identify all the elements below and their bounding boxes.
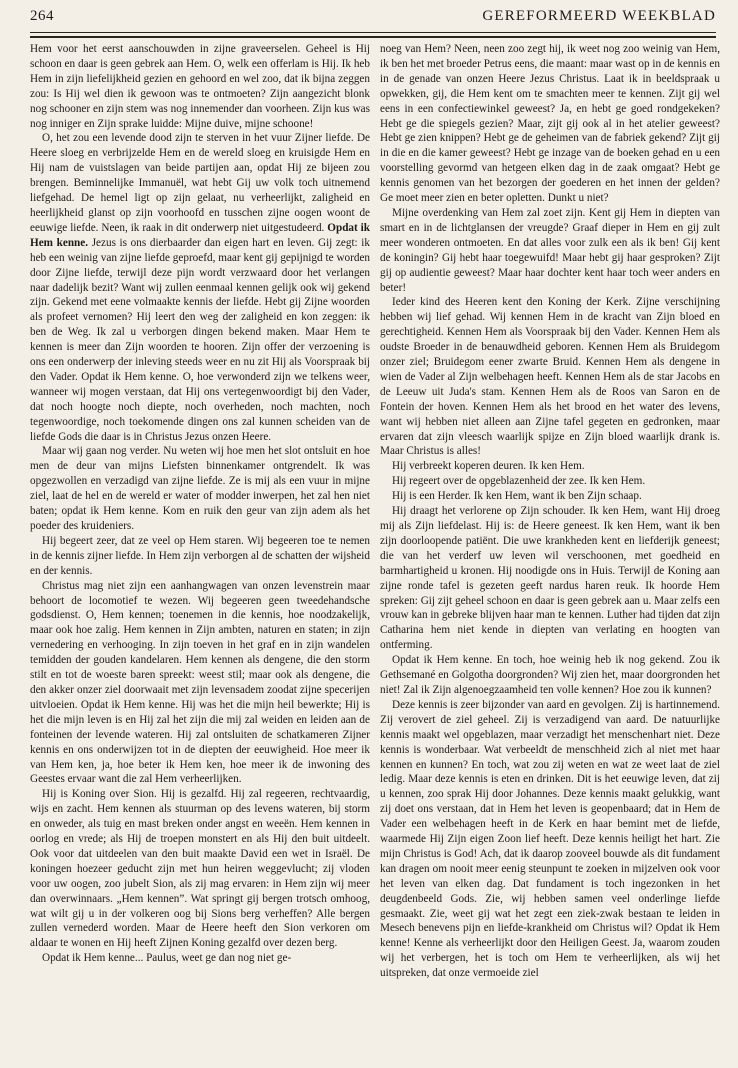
paragraph: noeg van Hem? Neen, neen zoo zegt hij, ik weet nog zoo weinig van Hem, ik ben het met broeder Petrus eens, die maant: maar wast op in de kennis en in de genade van onzen Heere Jezus Christus. Laat ik in beeldspraak u opwekken, gij, die Hem kent om te smachten meer te kennen. Zijt gij wel eens in een confectiewinkel geweest? Ja, en hebt ge goed rondgekeken? Hebt ge die spiegels gezien? Maar, zijt gij ook al in het atelier geweest? Hebt ge zien knippen? Hebt ge de geheimen van de fabriek gekend? Zijt gij in die en die kamer geweest? Hebt ge inzage van de boeken gehad en u een voorstelling gevormd van hetgeen elken dag in de zaak omgaat? Hebt ge kennis genomen van het bezorgen der goederen en het innen der gelden? Ge moet meer zien en beter opletten. Dunkt u niet? <box>380 43 720 205</box>
paragraph: Hij begeert zeer, dat ze veel op Hem staren. Wij begeeren toe te nemen in de kennis zijner liefde. In Hem zijn verborgen al de schatten der wijsheid en der kennis. <box>30 534 370 577</box>
paragraph: Ieder kind des Heeren kent den Koning der Kerk. Zijne verschijning hebben wij lief gehad. Wij kennen Hem in de kracht van Zijn bloed en gerechtigheid. Kennen Hem als Voorspraak bij den Vader. Kennen Hem als oudste Broeder in de benauwdheid geboren. Kennen Hem als Bruidegom onzer ziel; Bruidegom eener zwarte Bruid. Kennen Hem als dengene in wien de Vader al Zijn welbehagen heeft. Kennen Hem als de star Jacobs en de Leeuw uit Juda's stam. Kennen Hem als de Roos van Saron en de Fontein der hoven. Kennen Hem als het brood en het water des levens, want wij hebben niet alleen aan Zijne tafel gegeten en gedronken, maar ervaren dat zijn vleesch waarlijk spijze en Zijn bloed waarlijk drank is. Maar Christus is alles! <box>380 296 720 458</box>
paragraph: Maar wij gaan nog verder. Nu weten wij hoe men het slot ontsluit en hoe men de deur van mijns Liefsten binnenkamer ontgrendelt. Ik was opgezwollen en verzadigd van zijne liefde. Ze is mij als een vuur in mijne ziel, laat de hel en de wereld er water of modder inwerpen, het zal hen niet baten; opdat ik Hem kenne. Kom en ruik den geur van zijn adem als het poeder des kruideniers. <box>30 445 370 532</box>
page-number: 264 <box>30 8 54 24</box>
page-header <box>30 8 716 30</box>
paragraph: Christus mag niet zijn een aanhangwagen van onzen levenstrein maar behoort de locomotief te wezen. Wij begeeren geen tweedehandsche godsdienst. O, Hem kennen; toenemen in die kennis, hoe noodzakelijk, maar ook hoe zalig. Hem kennen in Zijn ambten, naturen en staten; in zijn vernedering en verhooging. In zijn toeven in het graf en in zijn wandelen temidden der gouden kandelaren. Hem kennen als dengene, die den storm stilt en tot de woeste baren spreekt: weest stil; maar ook als dengene, die den akker onzer ziel doorwaait met zijn levensadem zoodat zijne specerijen uitvloeien. Opdat ik Hem kenne. Hij was het die mijn heil bewerkte; Hij is het die mijn leven is en Hij zal het zijn die mij zal weiden en leiden aan de fonteinen der levende wateren. Hij zal ontsluiten de schatkameren Zijner kennis en ons onderwijzen tot in de diepten der eeuwigheid. Hoe meer ik van Hem ken, ja, hoe beter ik Hem ken, hoe meer ik de inwoning des Geestes ervaar want die zal Hem verheerlijken. <box>30 579 370 786</box>
paragraph <box>30 131 370 444</box>
paragraph: Hij draagt het verlorene op Zijn schouder. Ik ken Hem, want Hij droeg mij als Zijn liefdelast. Hij is: de Heere geneest. Ik ken Hem, want ik ben zijn doorloopende patiënt. Die uwe krankheden kent en liefderijk geneest; die van het verderf uw leven wil verschoonen, met goedheid en barmhartigheid u kronen. Hij noodigde ons in Huis. Terwijl de Koning aan zijne ronde tafel is gezeten geeft nardus haren reuk. Ik hoorde Hem spreken: Gij zijt geheel schoon en daar is geen gebrek aan u. Maar zelfs een vrouw kan in gebreke blijven haar man te kennen. Luther had tijden dat zijn Catharina hem niet kende in diepten van verlating en hoogten van ontferming. <box>380 505 720 652</box>
header-rule-thick <box>30 36 716 38</box>
paragraph: Opdat ik Hem kenne. En toch, hoe weinig heb ik nog gekend. Zou ik Gethsemané en Golgotha doorgronden? Wij zien het, maar doorgronden het niet! Zal ik Zijn algenoegzaamheid ten volle kennen? Hoe zou ik kunnen? <box>380 654 720 696</box>
paragraph: Hem voor het eerst aanschouwden in zijne graveerselen. Geheel is Hij schoon en daar is geen gebrek aan Hem. O, welk een offerlam is Hij. Ik heb Hem in zijn liefelijkheid gezien en gehoord en wel zoo, dat ik bijna zeggen zou: Is Hij wel dien ik gewoon was te ontmoeten? Zijn aangezicht blonk nog schooner en zijn stem was nog innemender dan voorheen. Zijn kus was nog inniger en Zijn sprake luidde: Mijne duive, mijne schoone! <box>30 43 370 130</box>
header-rule-thin <box>30 32 716 33</box>
paragraph-text: Jezus is ons dierbaarder dan eigen hart en leven. Gij zegt: ik heb een weinig van zijne liefde geproefd, maar kent gij gepijnigd te worden door Zijne liefde, terwijl deze pijn wordt verzwaard door het verlangen naar dadelijk bezit? Want wij zullen eenmaal kennen gelijk ook wij gekend zijn. Gekend met eene volmaakte kennis der liefde. Hebt gij Zijne woorden als profeet vernomen? Hij leert den weg der zaligheid en kon zeggen: ik ben de Weg. Ik zal u verborgen dingen bekend maken. Maar Hem te kennen is meer dan Zijn woorden te hooren. Zijn offer der verzoening is ons een onderwerp der inleving steeds weer en nu zit Hij als Voorspraak bij den Vader. Opdat ik Hem kenne. O, hoe verwonderd zijn we telkens weer, wanneer wij mogen verstaan, dat Hij ons vertegenwoordigt bij den Vader, dat noch hoogte noch diepte, noch overheden, noch machten, noch tegenwoordige, noch toekomende dingen ons zal kunnen scheiden van de liefde Gods die daar is in Christus Jezus onzen Heere. <box>30 236 371 443</box>
emphasis-heading: Opdat ik Hem kenne. <box>30 221 370 249</box>
right-column <box>380 42 720 981</box>
journal-title: GEREFORMEERD WEEKBLAD <box>482 8 716 24</box>
paragraph-text: O, het zou een levende dood zijn te sterven in het vuur Zijner liefde. De Heere sloeg en verbrijzelde Hem en de wereld sloeg en kruisigde Hem en Hij nam de vuistslagen van beide partijen aan, opdat Hij ze bijeen zou brengen. Beminnelijke Immanuël, wat hebt Gij uw volk toch uitnemend liefgehad. De hemel ligt op zijn gelaat, nu verheerlijkt, zaligheid en heerlijkheid glanst op zijn voorhoofd en tusschen zijne oogen woont de eeuwige liefde. Neen, ik raak in dit onderwerp niet uitgestudeerd. <box>30 132 370 234</box>
paragraph: Hij is Koning over Sion. Hij is gezalfd. Hij zal regeeren, rechtvaardig, wijs en zacht. Hem kennen als stuurman op des levens wateren, bij storm en onweder, als tuig en mast breken onder angst en weeën. Hem kennen in oorlog en vrede; als Hij de troepen monstert en als Hij den buit uitdeelt. Ook voor dat uitdeelen van den buit maakte David een wet in Israël. De koningen hoezeer geducht zijn met hun heiren weggevlucht; zij vloden voor uw oogen, zoo jubelt Sion, als zij mag ervaren: in Hem zijn wij meer dan overwinnaars. „Hem kennen”. Wat springt gij bergen trotsch omhoog, wat wilt gij u in der volkeren oog bij Sions berg verheffen? Alle bergen zullen vernederd worden. Maar de Heere heeft den Sion verkoren om aldaar te wonen en Hij heeft Zijnen Koning gezalfd over dezen berg. <box>30 788 370 950</box>
paragraph: Deze kennis is zeer bijzonder van aard en gevolgen. Zij is hartinnemend. Zij verovert de ziel geheel. Zij is verzadigend van aard. De natuurlijke kennis maakt wel opgeblazen, maar verzadigt het menschenhart niet. Deze kennis is wonderbaar. Wat verbeeldt de menschheid zich al niet met haar kennen en kunnen? En toch, wat zou zij weten en wat ze weet laat de ziel ledig. Maar deze kennis is eten en drinken. Dit is het eeuwige leven, dat zij u kennen, zoo sprak Hij door Johannes. Deze kennis maakt gelukkig, want zij doet ons verstaan, dat in Hem het leven is geopenbaard; dat in Hem de Vader een welbehagen heeft in de Kerk en haar bemint met de liefde, waarmede Hij Zijn eigen Zoon lief heeft. Deze kennis heiligt het hart. Zie mijn Christus is God! Ach, dat ik daarop zooveel bouwde als dit fundament kan dragen om nooit meer eenig steunpunt te zoeken in mijzelven ook voor het leven van elken dag. Dat fundament is toch ingezonken in het deugdenbeeld Gods. Zie, wij hebben samen veel onderlinge liefde gesmaakt. Zie, weet gij wat het zegt een ziek-zwak bestaan te leiden in Mesech benevens pijn en liefde-krankheid om Christus wil? Opdat ik Hem kenne! Kenne als verheerlijkt door den Heiligen Geest. Ja, waarom zouden wij het verbergen, het is toch om Hem te verheerlijken, als wij het uitspreken, dat onze vermoeide ziel <box>380 698 720 980</box>
paragraph: Hij verbreekt koperen deuren. Ik ken Hem. <box>392 460 585 473</box>
paragraph: Opdat ik Hem kenne... Paulus, weet ge dan nog niet ge- <box>42 952 292 965</box>
left-column <box>30 42 370 966</box>
paragraph: Hij regeert over de opgeblazenheid der zee. Ik ken Hem. <box>392 475 646 488</box>
paragraph: Hij is een Herder. Ik ken Hem, want ik ben Zijn schaap. <box>392 490 642 503</box>
paragraph: Mijne overdenking van Hem zal zoet zijn. Kent gij Hem in diepten van smart en in de lichtglansen der vreugde? Graaf dieper in Hem en gij zult meer wonderen ontmoeten. En dat alles voor zulk een als ik ben! Gij kent de koningin? Gij hebt haar toegewuifd! Maar hebt gij haar gesproken? Zijt gij op audientie geweest? Maar haar dochter kent haar toch weer anders en beter! <box>380 206 720 294</box>
